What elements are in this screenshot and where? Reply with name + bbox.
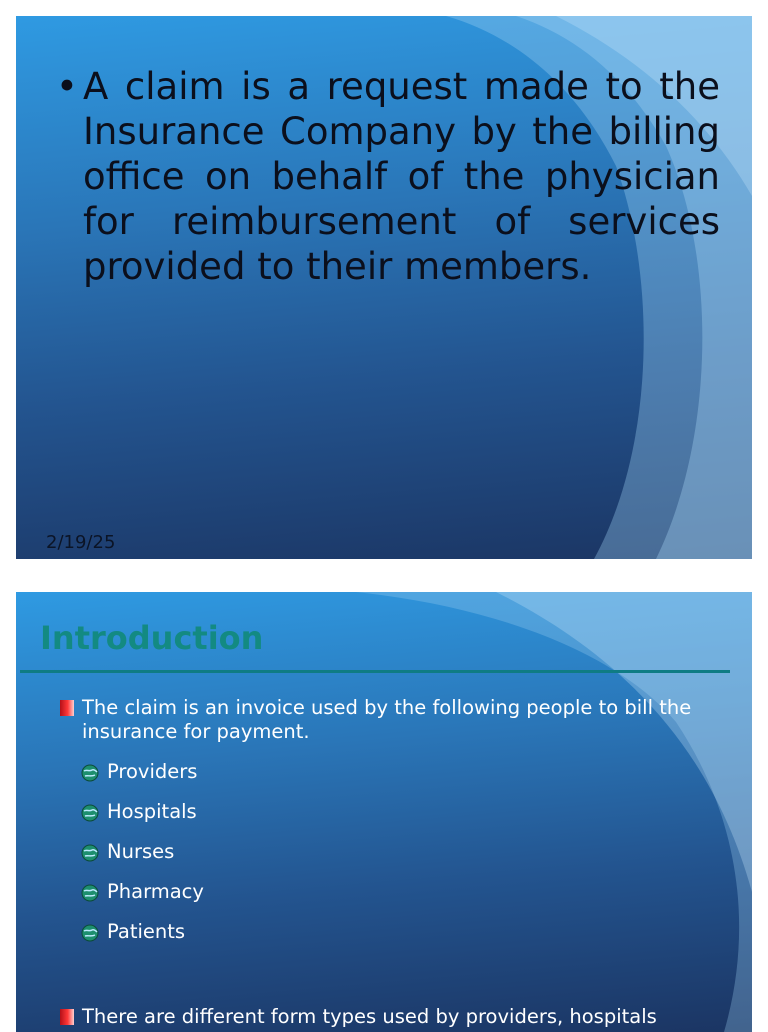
slide-2 <box>16 592 752 1032</box>
sub-list-item-hospitals <box>80 800 197 824</box>
red-square-bullet-icon <box>60 700 74 716</box>
globe-icon <box>80 923 100 943</box>
sub-list-item-text: Patients <box>107 920 186 943</box>
list-item <box>60 1005 720 1029</box>
claim-definition-text: A claim is a request made to the Insurance Company by the billing office on behalf of the physician for reimbursement of services provided to their members. <box>83 65 720 288</box>
list-item-text: There are different form types used by providers, hospitals <box>82 1005 657 1028</box>
globe-icon <box>80 883 100 903</box>
sub-list-item-text: Hospitals <box>107 800 197 823</box>
slide-date: 2/19/25 <box>46 532 116 553</box>
list-item-text: The claim is an invoice used by the following people to bill the insurance for payment. <box>82 696 692 743</box>
list-item <box>60 696 720 744</box>
sub-list-item-text: Pharmacy <box>107 880 204 903</box>
slide-1-bullet <box>56 64 720 289</box>
sub-list-item-text: Providers <box>107 760 198 783</box>
globe-icon <box>80 803 100 823</box>
bullet-dot-icon: • <box>56 65 78 108</box>
globe-icon <box>80 843 100 863</box>
sub-list-item-patients <box>80 920 185 944</box>
sub-list-item-pharmacy <box>80 880 204 904</box>
sub-list-item-nurses <box>80 840 174 864</box>
sub-list-item-providers <box>80 760 197 784</box>
sub-list-item-text: Nurses <box>107 840 175 863</box>
red-square-bullet-icon <box>60 1009 74 1025</box>
title-divider <box>20 670 730 673</box>
slide-title: Introduction <box>40 619 264 657</box>
slide-1 <box>16 16 752 559</box>
globe-icon <box>80 763 100 783</box>
